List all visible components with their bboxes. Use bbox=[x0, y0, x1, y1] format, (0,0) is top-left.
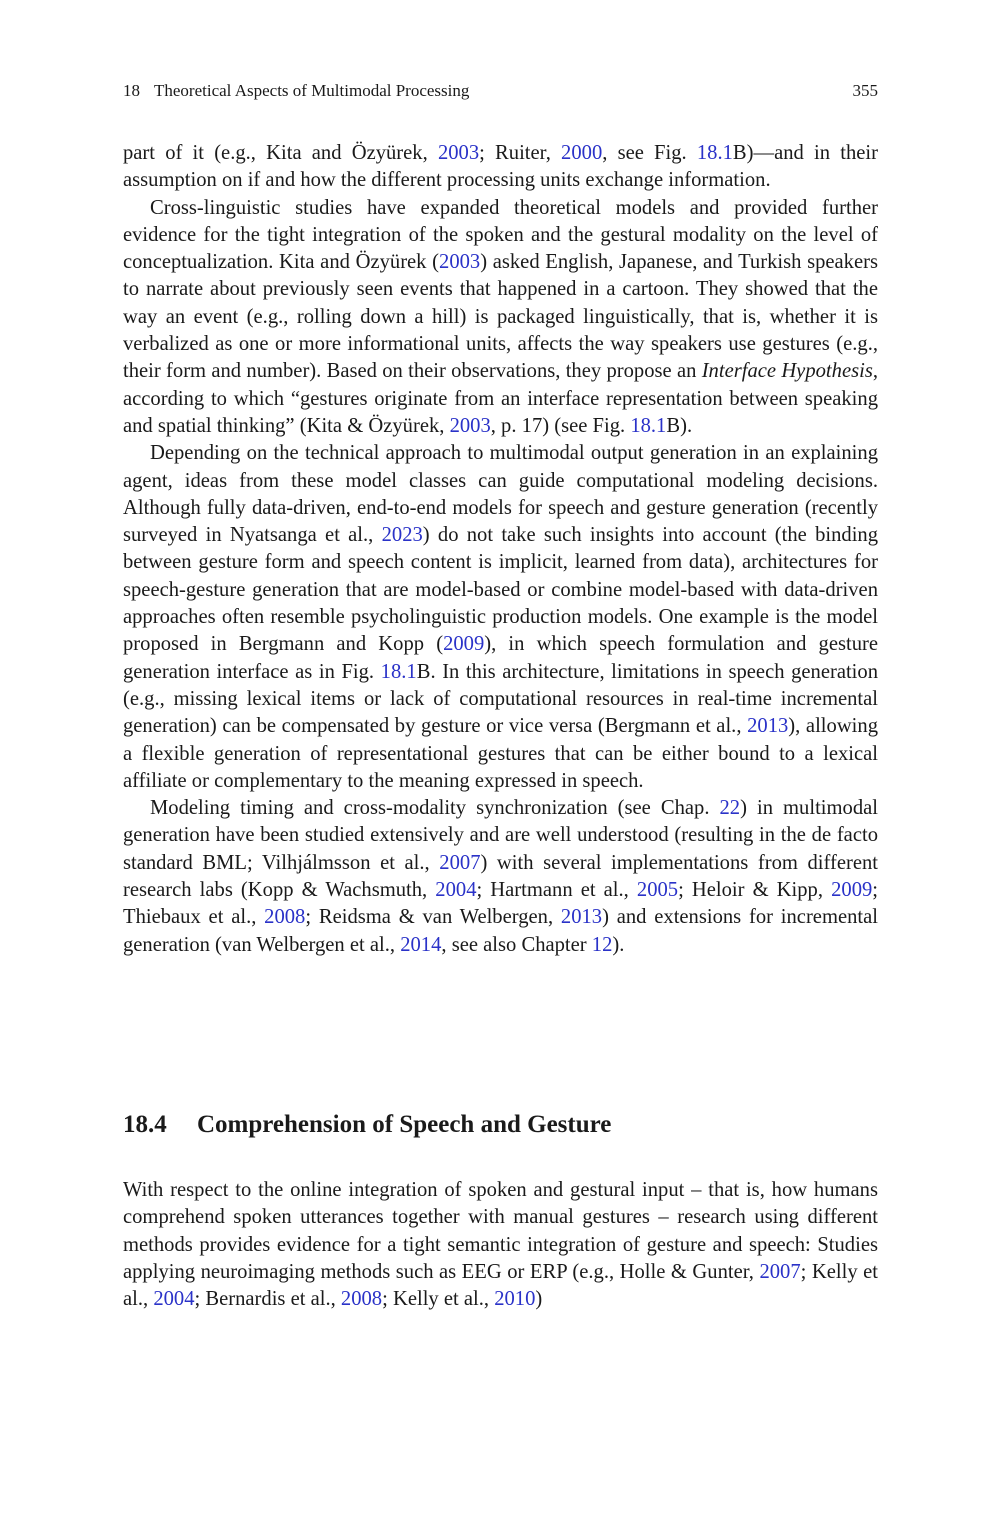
citation-link[interactable]: 2007 bbox=[759, 1260, 801, 1283]
text-run: ) in multimodal generation have been studied extensively and are well understood (resulting in the de facto standard BML; Vilhjálmsson et al., bbox=[123, 797, 878, 874]
citation-link[interactable]: 2009 bbox=[443, 633, 485, 656]
citation-link[interactable]: 2023 bbox=[381, 524, 423, 547]
paragraph-2 bbox=[123, 195, 878, 441]
text-run: ) bbox=[535, 1288, 543, 1311]
citation-link[interactable]: 2009 bbox=[831, 879, 873, 902]
text-run: ), in which speech formulation and gesture generation interface as in Fig. bbox=[123, 633, 878, 683]
chapter-link[interactable]: 22 bbox=[719, 797, 741, 820]
chapter-number: 18 bbox=[123, 81, 140, 100]
citation-link[interactable]: 2010 bbox=[494, 1288, 536, 1311]
text-run: ; Kelly et al., bbox=[382, 1288, 495, 1311]
emphasis-term: Interface Hypothesis bbox=[701, 360, 873, 383]
page-number: 355 bbox=[852, 81, 878, 100]
text-run: ; Heloir & Kipp, bbox=[678, 879, 832, 902]
citation-link[interactable]: 2014 bbox=[400, 933, 442, 956]
text-run: ; Ruiter, bbox=[479, 142, 562, 164]
text-run: With respect to the online integration of spoken and gestural input – that is, how humans comprehend spoken utterances together with manual gestures – research using different methods provides evidence for a tight semantic integration of gesture and speech: Studies applying neuroimaging methods such as EEG or ERP (e.g., Holle & Gunter, bbox=[123, 1179, 878, 1283]
citation-link[interactable]: 2004 bbox=[435, 879, 477, 902]
figure-link[interactable]: 18.1 bbox=[630, 414, 667, 437]
citation-link[interactable]: 2007 bbox=[439, 851, 481, 874]
text-run: ; Hartmann et al., bbox=[476, 879, 637, 902]
text-run: ; Reidsma & van Welbergen, bbox=[305, 906, 561, 929]
text-run: ), allowing a flexible generation of representational gestures that can be either bound to a lexical affiliate or complementary to the meaning expressed in speech. bbox=[123, 715, 879, 792]
paragraph-5 bbox=[123, 1177, 878, 1313]
paragraph-4 bbox=[123, 795, 878, 959]
section-number: 18.4 bbox=[123, 1111, 167, 1138]
section-title: Comprehension of Speech and Gesture bbox=[197, 1111, 612, 1138]
text-run: ; Bernardis et al., bbox=[194, 1288, 341, 1311]
text-run: B. In this architecture, limitations in speech generation (e.g., missing lexical items or lack of computational resources in real-time incremental generation) can be compensated by gesture or vice versa (Bergmann et al., bbox=[123, 660, 879, 738]
running-head-left bbox=[123, 80, 469, 102]
text-run: B). bbox=[666, 414, 693, 437]
text-run: B)—and in their assumption on if and how the different processing units exchange information. bbox=[123, 142, 878, 192]
text-run: Depending on the technical approach to multimodal output generation in an explaining agent, ideas from these model classes can guide computational modeling decisions. Although fully data-driven, end-to-end models for speech and gesture generation (recently surveyed in Nyatsanga et al., bbox=[123, 442, 878, 547]
paragraph-1 bbox=[123, 140, 878, 195]
text-run: ) with several implementations from different research labs (Kopp & Wachsmuth, bbox=[123, 851, 879, 902]
figure-link[interactable]: 18.1 bbox=[696, 142, 733, 164]
citation-link[interactable]: 2013 bbox=[560, 906, 603, 929]
text-run: ; Thiebaux et al., bbox=[123, 879, 879, 929]
text-run: , see also Chapter bbox=[441, 933, 592, 956]
paragraph-3 bbox=[123, 440, 878, 795]
text-run: Modeling timing and cross-modality synchronization (see Chap. bbox=[150, 797, 720, 820]
text-run: , according to which “gestures originate from an interface representation between speaking and spatial thinking” (Kita & Özyürek, bbox=[123, 360, 878, 437]
text-run: ). bbox=[612, 933, 625, 956]
text-run: Cross-linguistic studies have expanded theoretical models and provided further evidence for the tight integration of the spoken and the gestural modality on the level of conceptualization. Kita and Özyürek ( bbox=[123, 196, 878, 274]
citation-link[interactable]: 2005 bbox=[636, 879, 679, 902]
text-run: ; Kelly et al., bbox=[123, 1260, 878, 1311]
citation-link[interactable]: 2004 bbox=[153, 1288, 195, 1311]
citation-link[interactable]: 2000 bbox=[561, 142, 603, 164]
citation-link[interactable]: 2013 bbox=[747, 715, 789, 738]
citation-link[interactable]: 2003 bbox=[439, 251, 481, 274]
figure-link[interactable]: 18.1 bbox=[380, 660, 417, 683]
chapter-title: Theoretical Aspects of Multimodal Processing bbox=[154, 81, 470, 100]
text-run: part of it (e.g., Kita and Özyürek, bbox=[123, 142, 438, 164]
citation-link[interactable]: 2008 bbox=[340, 1288, 383, 1311]
running-head bbox=[123, 80, 878, 102]
citation-link[interactable]: 2003 bbox=[449, 414, 491, 437]
text-run: ) do not take such insights into account (the binding between gesture form and speech content is implicit, learned from data), architectures for speech-gesture generation that are model-based or combine model-based with data-driven approaches often resemble psycholinguistic production models. One example is the model proposed in Bergmann and Kopp ( bbox=[123, 524, 879, 656]
citation-link[interactable]: 2003 bbox=[437, 142, 480, 164]
text-run: , p. 17) (see Fig. bbox=[490, 414, 631, 437]
text-run: , see Fig. bbox=[602, 142, 697, 164]
section-body bbox=[123, 1177, 878, 1313]
section-heading bbox=[123, 1108, 878, 1142]
chapter-link[interactable]: 12 bbox=[591, 933, 613, 956]
text-run: ) asked English, Japanese, and Turkish speakers to narrate about previously seen events that happened in a cartoon. They showed that the way an event (e.g., rolling down a hill) is packaged linguistically, that is, whether it is verbalized as one or more informational units, affects the way speakers use gestures (e.g., their form and number). Based on their observations, they propose an bbox=[123, 251, 878, 383]
citation-link[interactable]: 2008 bbox=[264, 906, 306, 929]
body-text bbox=[123, 140, 878, 959]
text-run: ) and extensions for incremental generation (van Welbergen et al., bbox=[123, 906, 878, 956]
